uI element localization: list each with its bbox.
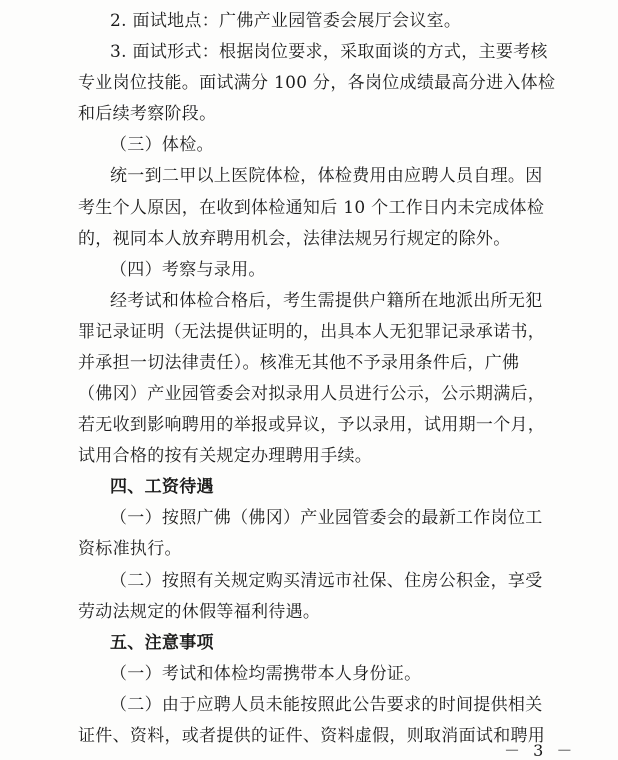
text-line: 统一到二甲以上医院体检，体检费用由应聘人员自理。因 (110, 166, 543, 186)
text-line: （二）按照有关规定购买清远市社保、住房公积金，享受 (110, 571, 543, 591)
text-line: 试用合格的按有关规定办理聘用手续。 (78, 446, 373, 466)
text-line: （一）按照广佛（佛冈）产业园管委会的最新工作岗位工 (110, 508, 543, 528)
text-line: 若无收到影响聘用的举报或异议，予以录用，试用期一个月， (78, 415, 546, 435)
text-line: 3. 面试形式：根据岗位要求，采取面谈的方式，主要考核 (110, 42, 548, 62)
section-subheading: （四）考察与录用。 (110, 260, 266, 280)
text-line: 考生个人原因，在收到体检通知后 10 个工作日内未完成体检 (78, 198, 545, 218)
text-line: 并承担一切法律责任）。核准无其他不予录用条件后，广佛 (78, 353, 520, 373)
text-line: 资标准执行。 (78, 539, 182, 559)
text-line: 经考试和体检合格后，考生需提供户籍所在地派出所无犯 (110, 291, 543, 311)
section-subheading: （三）体检。 (110, 135, 214, 155)
section-heading: 五、注意事项 (110, 633, 214, 653)
text-line: （二）由于应聘人员未能按照此公告要求的时间提供相关 (110, 695, 543, 715)
text-line: （一）考试和体检均需携带本人身份证。 (110, 664, 422, 684)
text-line: 专业岗位技能。面试满分 100 分，各岗位成绩最高分进入体检 (78, 73, 556, 93)
text-line: 和后续考察阶段。 (78, 104, 217, 124)
section-heading: 四、工资待遇 (110, 477, 214, 497)
text-line: 2. 面试地点：广佛产业园管委会展厅会议室。 (110, 11, 462, 31)
text-line: 证件、资料，或者提供的证件、资料虚假，则取消面试和聘用 (78, 726, 546, 746)
text-line: 劳动法规定的休假等福利待遇。 (78, 602, 321, 622)
text-line: 罪记录证明（无法提供证明的，出具本人无犯罪记录承诺书， (78, 322, 546, 342)
text-line: （佛冈）产业园管委会对拟录用人员进行公示，公示期满后， (78, 384, 546, 404)
page-number: － 3 － (504, 741, 577, 760)
text-line: 的，视同本人放弃聘用机会，法律法规另行规定的除外。 (78, 229, 511, 249)
